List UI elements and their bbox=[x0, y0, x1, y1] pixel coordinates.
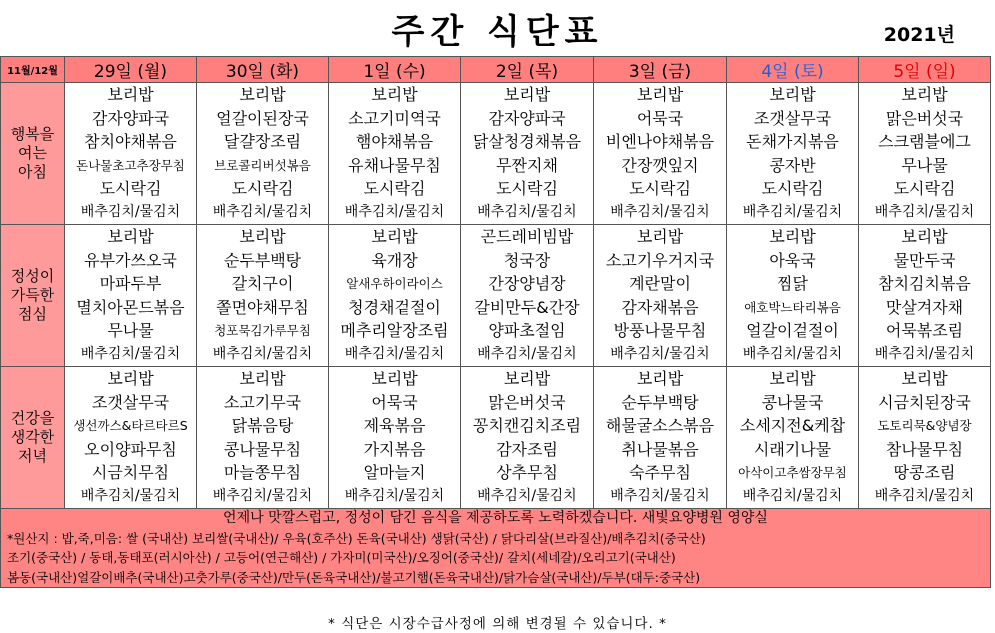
meal-label bbox=[1, 83, 65, 225]
kimchi-item: 배추김치/물김치 bbox=[80, 203, 181, 220]
menu-item: 감자채볶음 bbox=[621, 297, 699, 317]
menu-item: 간장양념장 bbox=[488, 274, 566, 293]
meal-label-line: 아침 bbox=[18, 163, 47, 181]
menu-cell bbox=[461, 225, 594, 367]
menu-item: 계란말이 bbox=[629, 274, 691, 293]
kimchi-item: 배추김치/물김치 bbox=[344, 487, 445, 504]
menu-item: 도시락김 bbox=[363, 179, 426, 198]
menu-item: 알새우하이라이스 bbox=[346, 276, 443, 291]
menu-item: 브로콜리버섯볶음 bbox=[214, 157, 311, 173]
menu-item: 곤드레비빔밥 bbox=[480, 227, 574, 246]
menu-item: 청경채겉절이 bbox=[348, 297, 441, 317]
menu-item: 상추무침 bbox=[496, 463, 558, 482]
menu-item: 찜닭 bbox=[777, 274, 808, 293]
menu-item: 멸치아몬드볶음 bbox=[76, 297, 185, 317]
menu-item: 소세지전&케찹 bbox=[739, 416, 846, 435]
meal-label-line: 정성이 bbox=[10, 267, 55, 285]
menu-item: 보리밥 bbox=[239, 227, 286, 246]
origin-line: 조기(중국산) / 동태,동태포(러시아산) / 고등어(연근해산) / 가자미(미국산)/오징어(중국산)/ 갈치(세네갈)/오리고기(국내산) bbox=[7, 550, 676, 565]
menu-item: 어묵국 bbox=[636, 108, 684, 128]
menu-item: 시금치무침 bbox=[91, 463, 170, 482]
menu-item: 순두부백탕 bbox=[223, 250, 302, 270]
day-header-sunday: 5일 (일) bbox=[859, 57, 991, 83]
meal-label-line: 점심 bbox=[18, 305, 47, 323]
meal-row bbox=[1, 367, 991, 509]
day-header: 30일 (화) bbox=[197, 57, 329, 83]
menu-item: 달걀장조림 bbox=[223, 132, 302, 151]
menu-item: 비엔나야채볶음 bbox=[605, 132, 715, 151]
change-notice: * 식단은 시장수급사정에 의해 변경될 수 있습니다. * bbox=[328, 616, 667, 632]
menu-item: 알마늘지 bbox=[363, 463, 426, 482]
menu-item: 보리밥 bbox=[769, 85, 816, 104]
menu-item: 보리밥 bbox=[901, 227, 948, 246]
menu-item: 감자조림 bbox=[496, 439, 558, 459]
menu-cell bbox=[594, 367, 727, 509]
meal-row bbox=[1, 83, 991, 225]
page-title: 주간 식단표 bbox=[391, 12, 604, 52]
kimchi-item: 배추김치/물김치 bbox=[80, 487, 181, 504]
menu-item: 콩나물국 bbox=[761, 392, 824, 412]
menu-item: 갈비만두&간장 bbox=[474, 297, 580, 317]
menu-item: 마늘쫑무침 bbox=[223, 463, 302, 482]
menu-cell bbox=[594, 83, 727, 225]
menu-item: 얼갈이겉절이 bbox=[746, 321, 839, 340]
menu-item: 어묵볶조림 bbox=[885, 321, 964, 340]
menu-item: 쫄면야채무침 bbox=[216, 297, 309, 317]
footer-row bbox=[1, 509, 991, 588]
menu-cell bbox=[727, 367, 859, 509]
menu-cell bbox=[594, 225, 727, 367]
menu-item: 제육볶음 bbox=[363, 416, 426, 435]
menu-cell bbox=[65, 83, 197, 225]
menu-item: 땅콩조림 bbox=[893, 463, 956, 482]
meal-label-line: 여는 bbox=[18, 144, 47, 162]
menu-item: 유채나물무침 bbox=[348, 155, 441, 175]
menu-item: 스크램블에그 bbox=[878, 132, 971, 151]
menu-cell bbox=[65, 225, 197, 367]
meal-label-line: 건강을 bbox=[10, 409, 55, 427]
kimchi-item: 배추김치/물김치 bbox=[610, 345, 710, 362]
menu-item: 애호박느타리볶음 bbox=[744, 299, 841, 315]
menu-item: 맑은버섯국 bbox=[488, 392, 566, 412]
kimchi-item: 배추김치/물김치 bbox=[212, 345, 313, 362]
kimchi-item: 배추김치/물김치 bbox=[344, 345, 445, 362]
menu-cell bbox=[859, 83, 991, 225]
menu-item: 보리밥 bbox=[239, 369, 286, 388]
kimchi-item: 배추김치/물김치 bbox=[610, 203, 710, 220]
menu-item: 무나물 bbox=[107, 321, 154, 340]
menu-item: 도시락김 bbox=[761, 179, 824, 198]
menu-item: 무나물 bbox=[901, 155, 948, 175]
menu-item: 청포묵김가루무침 bbox=[214, 323, 311, 338]
menu-item: 보리밥 bbox=[503, 369, 551, 388]
menu-item: 보리밥 bbox=[636, 369, 684, 388]
meal-label bbox=[1, 367, 65, 509]
menu-item: 조갯살무국 bbox=[91, 392, 170, 412]
menu-item: 보리밥 bbox=[769, 369, 816, 388]
menu-item: 메추리알장조림 bbox=[340, 321, 449, 340]
kimchi-item: 배추김치/물김치 bbox=[742, 203, 843, 220]
menu-item: 가지볶음 bbox=[363, 439, 426, 459]
menu-item: 방풍나물무침 bbox=[613, 321, 707, 340]
menu-item: 맑은버섯국 bbox=[885, 108, 964, 128]
menu-cell bbox=[727, 225, 859, 367]
menu-item: 맛살겨자채 bbox=[885, 297, 964, 317]
menu-item: 보리밥 bbox=[901, 369, 948, 388]
menu-item: 보리밥 bbox=[503, 85, 551, 104]
menu-item: 보리밥 bbox=[901, 85, 948, 104]
menu-item: 갈치구이 bbox=[231, 274, 294, 293]
kimchi-item: 배추김치/물김치 bbox=[742, 487, 843, 504]
origin-line: *원산지 : 밥,죽,미음: 쌀 (국내산) 보리쌀(국내산)/ 우육(호주산) 돈육(국내산) 생닭(국산) / 닭다리살(브라질산)/배추김치(중국산) bbox=[7, 530, 706, 546]
menu-item: 꽁치캔김치조림 bbox=[472, 416, 582, 435]
menu-item: 아삭이고추쌈장무침 bbox=[738, 465, 847, 480]
meal-label-line: 행복을 bbox=[10, 125, 55, 143]
origin-line: 봄동(국내산)얼갈이배추(국내산)고춧가루(중국산)/만두(돈육국내산)/불고기햄(돈육국내산)/닭가슴살(국내산)/두부(대두:중국산) bbox=[7, 569, 701, 585]
month-label: 11월/12월 bbox=[1, 57, 65, 83]
menu-item: 얼갈이된장국 bbox=[216, 108, 309, 128]
kimchi-item: 배추김치/물김치 bbox=[344, 203, 445, 220]
menu-item: 닭볶음탕 bbox=[231, 416, 294, 435]
menu-item: 보리밥 bbox=[371, 227, 418, 246]
footer-message: 언제나 맛깔스럽고, 정성이 담긴 음식을 제공하도록 노력하겠습니다. 새빛요양병원 영양실 bbox=[223, 510, 768, 526]
menu-item: 유부가쓰오국 bbox=[84, 250, 177, 270]
menu-cell bbox=[329, 367, 461, 509]
menu-item: 보리밥 bbox=[107, 369, 154, 388]
header-row bbox=[1, 57, 991, 83]
menu-item: 시금치된장국 bbox=[878, 392, 971, 412]
menu-item: 오이양파무침 bbox=[84, 439, 177, 459]
menu-cell bbox=[197, 225, 329, 367]
menu-item: 간장깻잎지 bbox=[621, 155, 699, 175]
kimchi-item: 배추김치/물김치 bbox=[477, 345, 577, 362]
day-header: 3일 (금) bbox=[594, 57, 727, 83]
kimchi-item: 배추김치/물김치 bbox=[477, 203, 577, 220]
kimchi-item: 배추김치/물김치 bbox=[80, 345, 181, 362]
menu-item: 도시락김 bbox=[496, 179, 558, 198]
menu-item: 감자양파국 bbox=[488, 108, 566, 128]
menu-cell bbox=[859, 367, 991, 509]
menu-cell bbox=[65, 367, 197, 509]
menu-item: 도시락김 bbox=[231, 179, 294, 198]
menu-cell bbox=[727, 83, 859, 225]
menu-cell bbox=[197, 83, 329, 225]
menu-item: 보리밥 bbox=[239, 85, 286, 104]
menu-item: 콩나물무침 bbox=[223, 439, 302, 459]
menu-cell bbox=[859, 225, 991, 367]
day-header: 29일 (월) bbox=[65, 57, 197, 83]
menu-item: 돈나물초고추장무침 bbox=[76, 157, 185, 173]
menu-item: 도토리묵&양념장 bbox=[877, 418, 972, 433]
kimchi-item: 배추김치/물김치 bbox=[477, 487, 577, 504]
menu-item: 보리밥 bbox=[371, 369, 418, 388]
year-label: 2021년 bbox=[883, 24, 955, 46]
kimchi-item: 배추김치/물김치 bbox=[742, 345, 843, 362]
day-header: 2일 (목) bbox=[461, 57, 594, 83]
menu-item: 아욱국 bbox=[769, 250, 816, 270]
menu-item: 도시락김 bbox=[629, 179, 691, 198]
menu-cell bbox=[461, 367, 594, 509]
menu-item: 도시락김 bbox=[893, 179, 956, 198]
kimchi-item: 배추김치/물김치 bbox=[874, 203, 975, 220]
menu-item: 참치김치볶음 bbox=[878, 274, 971, 293]
menu-item: 보리밥 bbox=[769, 227, 816, 246]
kimchi-item: 배추김치/물김치 bbox=[212, 203, 313, 220]
menu-item: 숙주무침 bbox=[629, 463, 691, 482]
menu-item: 취나물볶음 bbox=[621, 439, 699, 459]
day-header-saturday: 4일 (토) bbox=[727, 57, 859, 83]
menu-item: 소고기무국 bbox=[223, 392, 302, 412]
menu-item: 마파두부 bbox=[99, 274, 162, 293]
kimchi-item: 배추김치/물김치 bbox=[874, 345, 975, 362]
kimchi-item: 배추김치/물김치 bbox=[874, 487, 975, 504]
menu-item: 보리밥 bbox=[636, 227, 684, 246]
menu-item: 콩자반 bbox=[769, 155, 816, 175]
menu-item: 소고기우거지국 bbox=[605, 250, 715, 270]
kimchi-item: 배추김치/물김치 bbox=[212, 487, 313, 504]
meal-label-line: 생각한 bbox=[10, 428, 55, 446]
menu-cell bbox=[461, 83, 594, 225]
menu-item: 햄야채볶음 bbox=[355, 132, 434, 151]
menu-item: 무짠지채 bbox=[496, 155, 558, 175]
menu-cell bbox=[329, 225, 461, 367]
menu-cell bbox=[197, 367, 329, 509]
menu-item: 보리밥 bbox=[107, 227, 154, 246]
menu-item: 양파초절임 bbox=[488, 321, 566, 340]
meal-row bbox=[1, 225, 991, 367]
menu-item: 소고기미역국 bbox=[348, 108, 441, 128]
kimchi-item: 배추김치/물김치 bbox=[610, 487, 710, 504]
menu-item: 참나물무침 bbox=[885, 439, 964, 459]
menu-item: 시래기나물 bbox=[753, 439, 832, 459]
menu-item: 참치야채볶음 bbox=[84, 132, 177, 151]
menu-item: 물만두국 bbox=[893, 250, 956, 270]
menu-cell bbox=[329, 83, 461, 225]
day-header: 1일 (수) bbox=[329, 57, 461, 83]
meal-label-line: 저녁 bbox=[18, 447, 47, 465]
menu-item: 순두부백탕 bbox=[621, 392, 699, 412]
menu-item: 감자양파국 bbox=[91, 108, 170, 128]
menu-item: 보리밥 bbox=[371, 85, 418, 104]
menu-item: 보리밥 bbox=[107, 85, 154, 104]
menu-item: 돈채가지볶음 bbox=[746, 132, 839, 151]
meal-label-line: 가득한 bbox=[10, 286, 55, 304]
meal-label bbox=[1, 225, 65, 367]
menu-table bbox=[0, 56, 991, 588]
menu-item: 보리밥 bbox=[636, 85, 684, 104]
menu-item: 어묵국 bbox=[371, 392, 418, 412]
menu-item: 육개장 bbox=[371, 250, 418, 270]
menu-item: 청국장 bbox=[503, 250, 551, 270]
menu-item: 조갯살무국 bbox=[753, 108, 832, 128]
footer-box bbox=[1, 509, 991, 588]
menu-item: 도시락김 bbox=[99, 179, 162, 198]
menu-item: 닭살청경채볶음 bbox=[472, 132, 582, 151]
menu-item: 해물굴소스볶음 bbox=[605, 416, 715, 435]
menu-item: 생선까스&타르타르S bbox=[73, 418, 188, 433]
